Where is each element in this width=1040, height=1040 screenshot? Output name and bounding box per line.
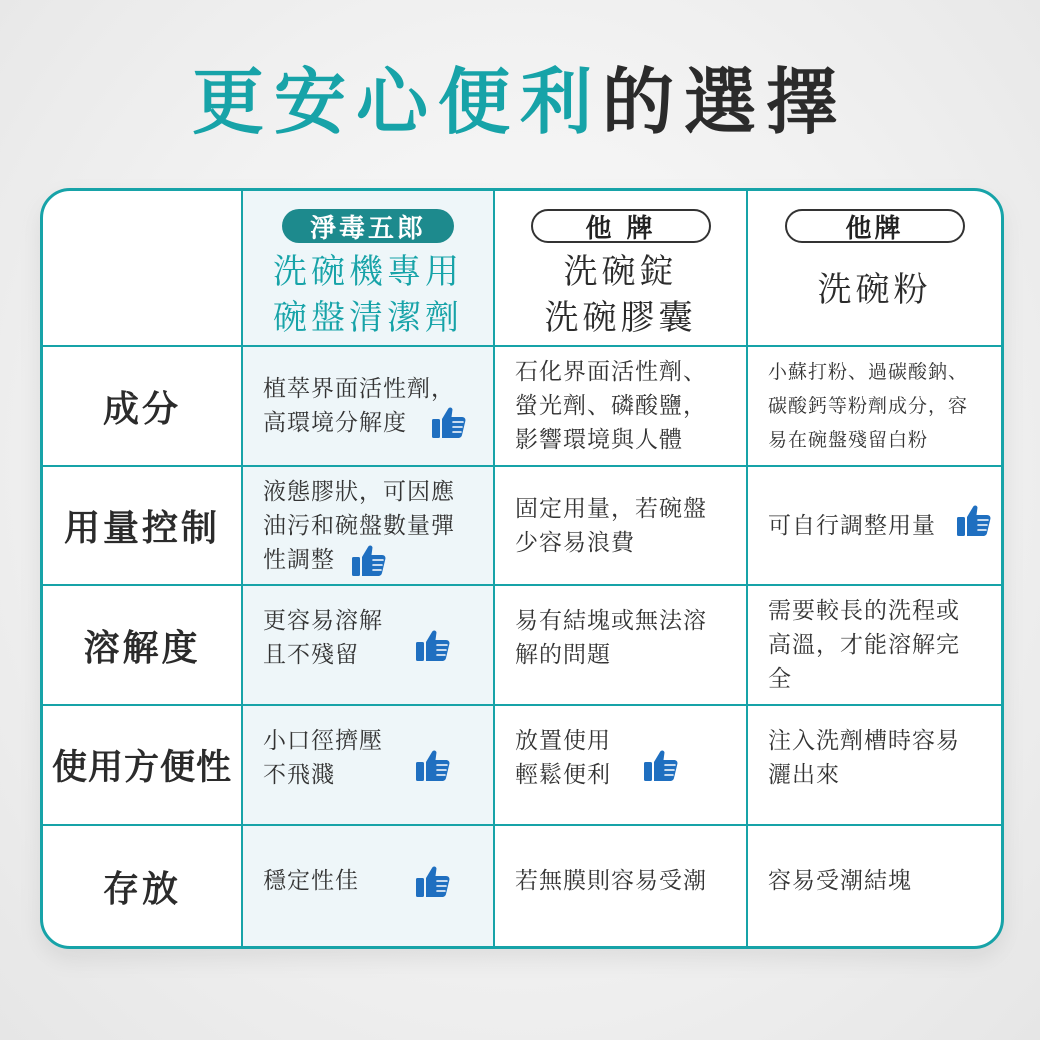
cell-other1-convenience — [495, 706, 748, 826]
cell-text-line: 易有結塊或無法溶 — [515, 608, 707, 634]
cell-text-line: 穩定性佳 — [263, 868, 359, 894]
cell-other1-solubility — [495, 586, 748, 706]
page-title — [0, 52, 1040, 152]
brand-badge: 他 牌 — [531, 209, 711, 243]
cell-text-line: 油污和碗盤數量彈 — [263, 512, 455, 539]
thumbs-up-icon — [415, 748, 451, 782]
cell-text-line: 容易受潮結塊 — [768, 868, 912, 894]
title-rest: 的選擇 — [602, 59, 849, 144]
cell-text-line: 液態膠狀，可因應 — [263, 478, 455, 505]
cell-text-line: 小口徑擠壓 — [263, 728, 383, 754]
cell-text-line: 全 — [768, 666, 792, 692]
cell-text-line: 植萃界面活性劑， — [263, 376, 455, 402]
cell-own-solubility — [243, 586, 495, 706]
header-brand-other-1 — [495, 191, 748, 347]
cell-text-line: 需要較長的洗程或 — [768, 598, 960, 624]
corner-cell — [43, 191, 243, 347]
row-label-dosage: 用量控制 — [43, 467, 243, 586]
cell-text-line: 性調整 — [263, 546, 335, 573]
cell-text-line: 影響環境與人體 — [515, 427, 683, 453]
cell-text-line: 高溫，才能溶解完 — [768, 632, 960, 658]
cell-text-line: 灑出來 — [768, 762, 840, 788]
cell-text-line: 不飛濺 — [263, 762, 335, 788]
cell-text-line: 易在碗盤殘留白粉 — [768, 429, 929, 451]
cell-text-line: 小蘇打粉、過碳酸鈉、 — [768, 361, 969, 383]
product-name — [273, 249, 463, 341]
thumbs-up-icon — [415, 628, 451, 662]
cell-text-line: 放置使用 — [515, 728, 611, 754]
cell-own-dosage — [243, 467, 495, 586]
cell-text-line: 注入洗劑槽時容易 — [768, 728, 960, 754]
cell-text-line: 螢光劑、磷酸鹽， — [515, 393, 707, 419]
cell-text-line: 石化界面活性劑、 — [515, 359, 707, 385]
cell-text-line: 可自行調整用量 — [768, 512, 936, 539]
cell-own-convenience — [243, 706, 495, 826]
cell-other2-convenience — [748, 706, 1001, 826]
cell-text-line: 少容易浪費 — [515, 529, 635, 556]
row-label-storage: 存放 — [43, 826, 243, 946]
product-name-line: 洗碗機專用 — [273, 252, 463, 292]
cell-own-ingredients — [243, 347, 495, 467]
row-label-ingredients: 成分 — [43, 347, 243, 467]
cell-other2-storage — [748, 826, 1001, 946]
cell-own-storage — [243, 826, 495, 946]
header-brand-own — [243, 191, 495, 347]
cell-other2-dosage — [748, 467, 1001, 586]
cell-text-line: 若無膜則容易受潮 — [515, 868, 707, 894]
brand-badge: 他牌 — [785, 209, 965, 243]
cell-other1-ingredients — [495, 347, 748, 467]
cell-text-line: 更容易溶解 — [263, 608, 383, 634]
cell-text-line: 高環境分解度 — [263, 410, 407, 436]
header-brand-other-2 — [748, 191, 1001, 347]
comparison-table — [40, 188, 1004, 949]
product-name-line: 洗碗錠 — [563, 252, 678, 292]
thumbs-up-icon — [431, 405, 467, 439]
product-name — [545, 249, 697, 341]
product-name-line: 洗碗膠囊 — [544, 298, 697, 338]
cell-other1-storage — [495, 826, 748, 946]
cell-text-line: 固定用量，若碗盤 — [515, 495, 707, 522]
thumbs-up-icon — [351, 543, 387, 577]
thumbs-up-icon — [956, 503, 992, 537]
product-name-line: 碗盤清潔劑 — [273, 298, 463, 338]
cell-text-line: 輕鬆便利 — [515, 762, 611, 788]
thumbs-up-icon — [643, 748, 679, 782]
row-label-solubility: 溶解度 — [43, 586, 243, 706]
cell-text-line: 解的問題 — [515, 642, 611, 668]
cell-other1-dosage — [495, 467, 748, 586]
title-highlight: 更安心便利 — [191, 59, 602, 144]
cell-text-line: 碳酸鈣等粉劑成分，容 — [768, 395, 969, 417]
thumbs-up-icon — [415, 864, 451, 898]
cell-other2-ingredients — [748, 347, 1001, 467]
brand-badge: 淨毒五郎 — [282, 209, 454, 243]
cell-text-line: 且不殘留 — [263, 642, 359, 668]
row-label-convenience: 使用方便性 — [43, 706, 243, 826]
cell-other2-solubility — [748, 586, 1001, 706]
product-name — [818, 267, 932, 313]
product-name-line: 洗碗粉 — [817, 270, 932, 310]
